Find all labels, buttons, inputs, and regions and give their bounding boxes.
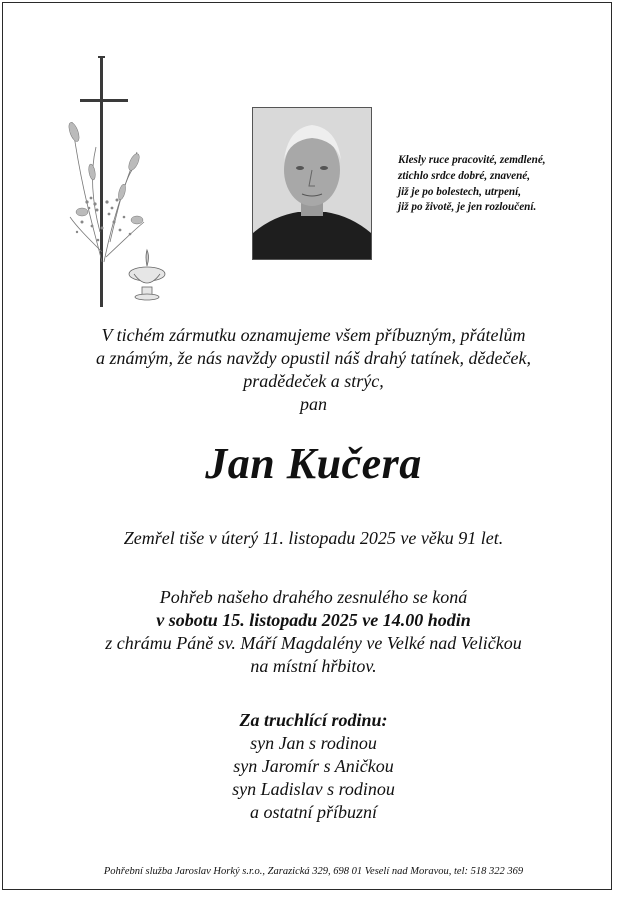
funeral-line: na místní hřbitov. (250, 656, 377, 676)
announcement (0, 324, 627, 416)
poem-line: již po životě, je jen rozloučení. (398, 201, 537, 214)
funeral-date: v sobotu 15. listopadu 2025 ve 14.00 hodin (156, 610, 471, 630)
funeral-place: z chrámu Páně sv. Máří Magdalény ve Velké nad Veličkou (105, 633, 522, 653)
poem (398, 153, 608, 216)
announcement-line: a známým, že nás navždy opustil náš drahý tatínek, dědeček, (96, 348, 531, 368)
funeral-info (0, 586, 627, 678)
portrait-icon (253, 108, 371, 259)
portrait-photo (252, 107, 372, 260)
announcement-line: pan (300, 394, 327, 414)
family-member: syn Jaromír s Aničkou (233, 756, 394, 776)
poem-line: Klesly ruce pracovité, zemdlené, (398, 154, 546, 166)
footer-funeral-service: Pohřební služba Jaroslav Horký s.r.o., Zarazická 329, 698 01 Veselí nad Moravou, tel: 518 322 369 (103, 866, 524, 877)
family-member: syn Ladislav s rodinou (232, 779, 395, 799)
family-member: syn Jan s rodinou (250, 733, 377, 753)
poem-line: ztichlo srdce dobré, znavené, (398, 169, 531, 182)
family-member: a ostatní příbuzní (249, 802, 378, 822)
death-notice: Zemřel tiše v úterý 11. listopadu 2025 ve věku 91 let. (123, 528, 504, 548)
funeral-line: Pohřeb našeho drahého zesnulého se koná (159, 587, 468, 607)
cross-with-flowers-icon (62, 52, 182, 312)
poem-line: již je po bolestech, utrpení, (398, 185, 522, 198)
announcement-line: pradědeček a strýc, (243, 371, 384, 391)
deceased-name: Jan Kučera (205, 439, 422, 488)
family-signature (0, 709, 627, 824)
announcement-line: V tichém zármutku oznamujeme všem příbuzným, přátelům (101, 325, 526, 345)
family-heading: Za truchlící rodinu: (239, 710, 388, 730)
